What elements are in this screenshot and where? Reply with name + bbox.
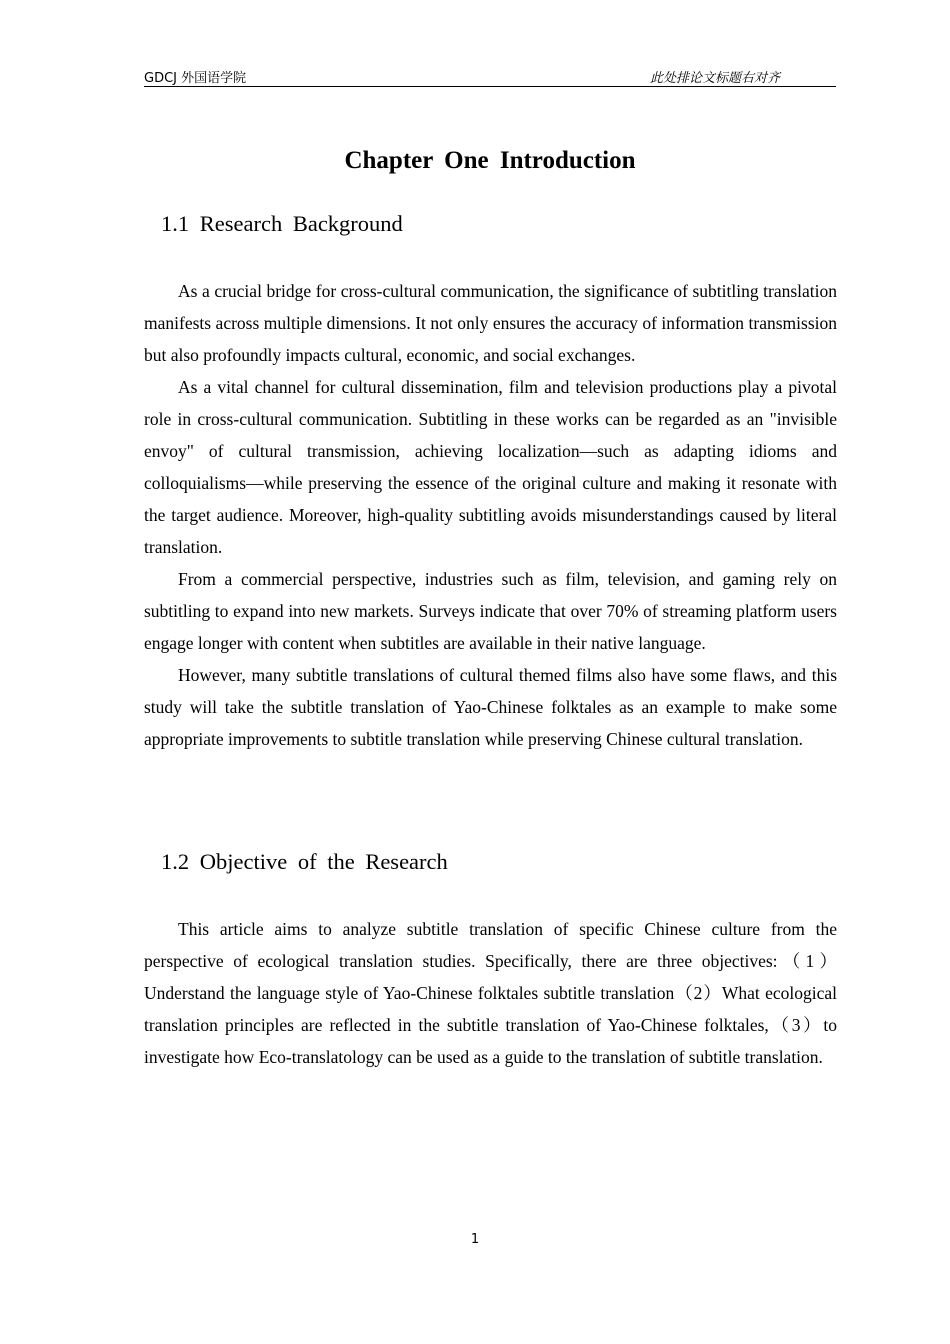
paragraph: However, many subtitle translations of cultural themed films also have some flaws, and this study will take the subtitle translation of Yao-Chinese folktales as an example to make some appropriate improvements to subtitle translation while preserving Chinese cultural translation. [144, 665, 837, 749]
page-header [144, 67, 836, 87]
section-body-objective [144, 913, 837, 1073]
paragraph: This article aims to analyze subtitle translation of specific Chinese culture from the perspective of ecological translation studies. Specifically, there are three objectives:（1）Understand the language style of Yao-Chinese folktales subtitle translation（2）What ecological translation principles are reflected in the subtitle translation of Yao-Chinese folktales,（3）to investigate how Eco-translatology can be used as a guide to the translation of subtitle translation. [144, 919, 837, 1067]
paragraph: As a crucial bridge for cross-cultural communication, the significance of subtitling translation manifests across multiple dimensions. It not only ensures the accuracy of information transmission but also profoundly impacts cultural, economic, and social exchanges. [144, 281, 837, 365]
header-thesis-title: 此处排论文标题右对齐 [649, 71, 780, 86]
section-body-background [144, 275, 837, 755]
chapter-title: Chapter One Introduction [344, 147, 636, 174]
paragraph: As a vital channel for cultural dissemination, film and television productions play a pivotal role in cross-cultural communication. Subtitling in these works can be regarded as an "invisible envoy" of cultural transmission, achieving localization—such as adapting idioms and colloquialisms—while preserving the essence of the original culture and making it resonate with the target audience. Moreover, high-quality subtitling avoids misunderstandings caused by literal translation. [144, 377, 837, 557]
section-heading-objective: 1.2 Objective of the Research [161, 849, 448, 874]
page-number: 1 [470, 1232, 480, 1247]
section-heading-background: 1.1 Research Background [161, 211, 403, 236]
header-institution: GDCJ 外国语学院 [144, 71, 247, 86]
paragraph: From a commercial perspective, industries such as film, television, and gaming rely on subtitling to expand into new markets. Surveys indicate that over 70% of streaming platform users engage longer with content when subtitles are available in their native language. [144, 569, 837, 653]
